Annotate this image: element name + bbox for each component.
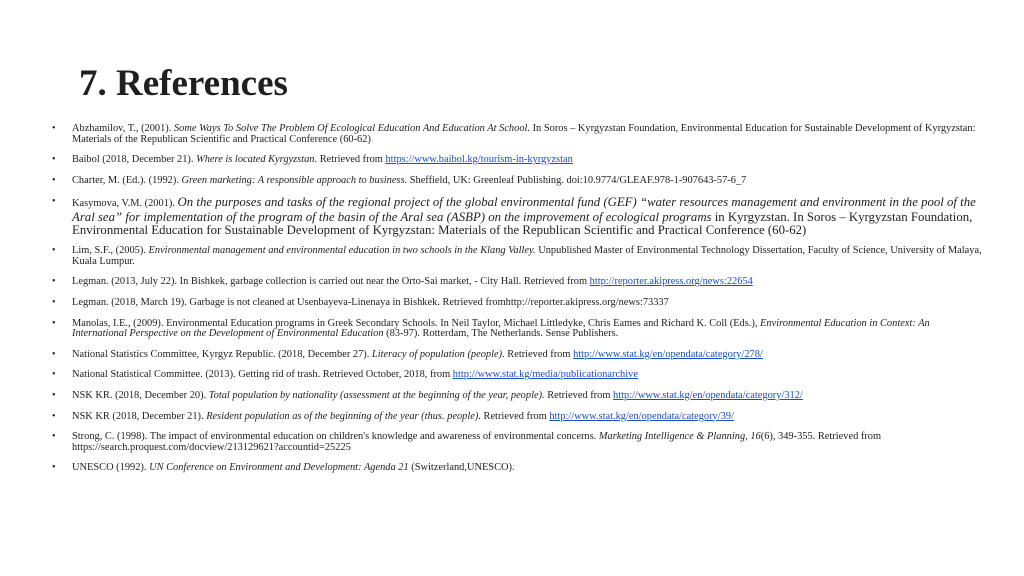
reference-text: Unpublished Master of Environmental Technology Dissertation, Faculty of Science, University of Malaya, Kuala Lumpur.: [72, 245, 982, 267]
reference-text: . Retrieved from: [314, 154, 386, 166]
bullet-icon: •: [52, 296, 56, 308]
reference-item: [52, 432, 987, 453]
reference-item: [52, 350, 987, 361]
reference-item: [52, 298, 987, 309]
reference-title: Literacy of population (people): [371, 348, 503, 360]
reference-link[interactable]: http://www.stat.kg/en/opendata/category/39/: [549, 410, 734, 422]
reference-item: [52, 155, 987, 166]
reference-list: [52, 124, 987, 484]
reference-title: Total population by nationality (assessment at the beginning of the year, people).: [208, 389, 545, 401]
page-title: 7. References: [79, 63, 288, 104]
reference-text: Strong, C. (1998). The impact of environmental education on children's knowledge and awareness of environmental concerns.: [72, 431, 599, 443]
reference-item: [52, 370, 987, 381]
reference-title: Environmental management and environmental education in two schools in the Klang Valley.: [148, 245, 536, 257]
reference-link[interactable]: http://www.stat.kg/media/publicationarchive: [452, 369, 638, 381]
reference-text: in Kyrgyzstan. In Soros – Kyrgyzstan Foundation, Environmental Education for Sustainable Development of Kyrgyzstan: Materials of the Republican Scientific and Practical Conference (60-62): [72, 209, 973, 237]
reference-text: Charter, M. (Ed.). (1992).: [72, 174, 182, 186]
reference-item: [52, 176, 987, 187]
reference-item: [52, 246, 987, 267]
reference-title: Some Ways To Solve The Problem Of Ecological Education And Education At School.: [173, 123, 530, 134]
reference-item: [52, 319, 987, 340]
bullet-icon: •: [52, 348, 56, 360]
reference-link[interactable]: http://www.stat.kg/en/opendata/category/278/: [573, 348, 763, 360]
bullet-icon: •: [52, 410, 56, 422]
reference-text: Retrieved from: [480, 410, 550, 422]
reference-item: [52, 463, 987, 474]
bullet-icon: •: [52, 431, 56, 443]
bullet-icon: •: [52, 462, 56, 474]
reference-text: Legman. (2018, March 19). Garbage is not cleaned at Usenbayeva-Linenaya in Bishkek. Retrieved fromhttp://reporter.akipress.org/news:73337: [72, 296, 669, 308]
reference-text: Abzhamilov, T., (2001).: [72, 123, 174, 134]
reference-link[interactable]: https://www.baibol.kg/tourism-in-kyrgyzstan: [385, 154, 573, 166]
reference-link[interactable]: http://reporter.akipress.org/news:22654: [589, 276, 753, 288]
reference-text: NSK KR. (2018, December 20).: [72, 389, 209, 401]
bullet-icon: •: [52, 369, 56, 381]
reference-text: Legman. (2013, July 22). In Bishkek, garbage collection is carried out near the Orto-Sai market, - City Hall. Retrieved from: [72, 276, 590, 288]
reference-title: Green marketing: A responsible approach to business.: [181, 174, 408, 186]
reference-text: Sheffield, UK: Greenleaf Publishing. doi:10.9774/GLEAF.978-1-907643-57-6_7: [407, 174, 747, 186]
bullet-icon: •: [52, 389, 56, 401]
reference-text: Retrieved from: [544, 389, 614, 401]
reference-title: On the purposes and tasks of the regional project of the global environmental fund (GEF) “water resources management and environment in the pool of the Aral sea” for implementation of the program of the basin of the Aral sea (ASBP) on the improvement of ecological programs: [72, 195, 976, 224]
reference-text: Baibol (2018, December 21).: [72, 154, 197, 166]
reference-title: Where is located Kyrgyzstan: [196, 154, 315, 166]
reference-title: Resident population as of the beginning of the year (thus. people).: [206, 410, 481, 422]
bullet-icon: •: [52, 174, 56, 186]
reference-text: UNESCO (1992).: [72, 462, 150, 474]
reference-text: Kasymova, V.M. (2001).: [72, 198, 178, 210]
reference-link[interactable]: http://www.stat.kg/en/opendata/category/312/: [613, 389, 803, 401]
reference-text: . Retrieved from: [502, 348, 574, 360]
reference-text: In Soros – Kyrgyzstan Foundation, Environmental Education for Sustainable Development of Kyrgyzstan: Materials of the Republican Scientific and Practical Conference (60-62): [72, 123, 976, 145]
reference-text: National Statistics Committee, Kyrgyz Republic. (2018, December 27).: [72, 348, 372, 360]
reference-title: UN Conference on Environment and Development: Agenda 21: [149, 462, 409, 474]
reference-item: [52, 412, 987, 423]
reference-text: Manolas, I.E., (2009). Environmental Education programs in Greek Secondary Schools. In Neil Taylor, Michael Littledyke, Chris Eames and Richard K. Coll (Eds.),: [72, 317, 761, 329]
reference-text: National Statistical Committee. (2013). Getting rid of trash. Retrieved October, 2018, from: [72, 369, 453, 381]
bullet-icon: •: [52, 245, 56, 257]
reference-title: Environmental Education in Context: An International Perspective on the Development of Environmental Education: [72, 317, 930, 340]
bullet-icon: •: [52, 123, 56, 134]
bullet-icon: •: [52, 196, 56, 208]
reference-text: Lim, S.F., (2005).: [72, 245, 149, 257]
reference-text: (6), 349-355. Retrieved from https://search.proquest.com/docview/213129621?accountid=25225: [72, 431, 882, 453]
reference-text: (Switzerland,UNESCO).: [408, 462, 515, 474]
reference-title: Marketing Intelligence & Planning, 16: [598, 431, 761, 443]
reference-item: [52, 196, 987, 236]
reference-text: (83-97). Rotterdam, The Netherlands. Sense Publishers.: [383, 328, 619, 340]
bullet-icon: •: [52, 154, 56, 166]
reference-item: [52, 277, 987, 288]
reference-item: [52, 391, 987, 402]
reference-text: NSK KR (2018, December 21).: [72, 410, 207, 422]
bullet-icon: •: [52, 317, 56, 329]
bullet-icon: •: [52, 276, 56, 288]
reference-item: [52, 124, 987, 145]
